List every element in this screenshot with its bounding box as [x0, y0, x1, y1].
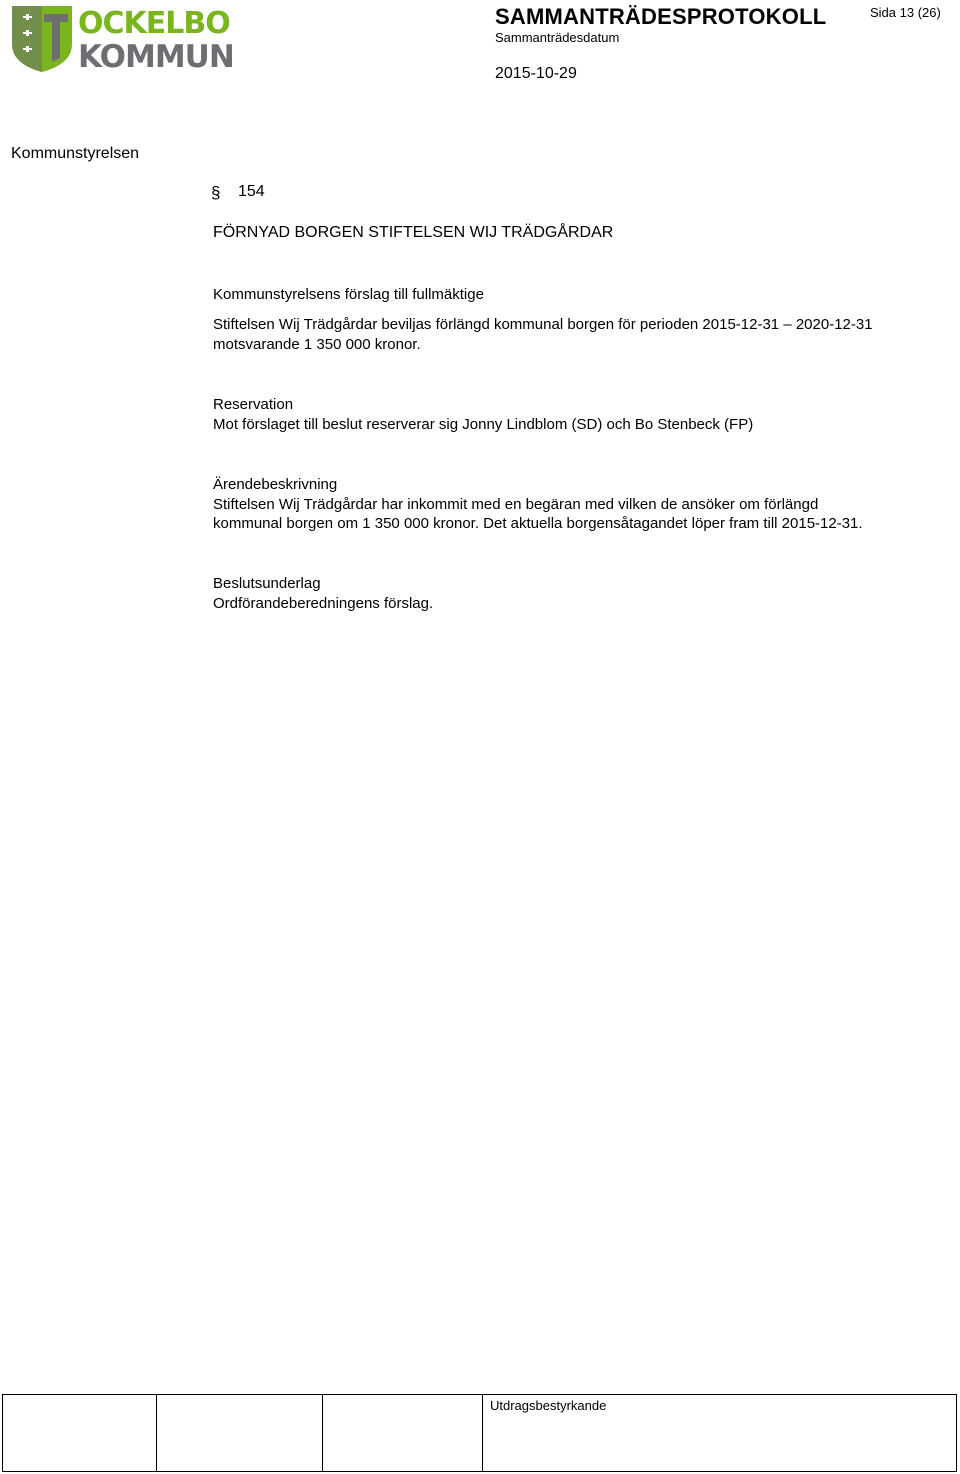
- decision-basis-text: Ordförandeberedningens förslag.: [213, 595, 434, 612]
- signature-table: [2, 1394, 957, 1472]
- certification-label: Utdragsbestyrkande: [490, 1398, 607, 1413]
- ockelbo-kommun-logo: [8, 0, 234, 75]
- reservation-text: Mot förslaget till beslut reserverar sig Jonny Lindblom (SD) och Bo Stenbeck (FP): [213, 416, 754, 433]
- page-number: Sida 13 (26): [870, 5, 941, 20]
- reservation-heading: Reservation: [213, 396, 294, 413]
- signature-cell: [3, 1395, 157, 1471]
- description-text-line: Stiftelsen Wij Trädgårdar har inkommit med en begäran med vilken de ansöker om förlängd: [213, 496, 819, 513]
- signature-cell: [157, 1395, 323, 1471]
- item-title: FÖRNYAD BORGEN STIFTELSEN WIJ TRÄDGÅRDAR: [213, 224, 614, 241]
- paragraph-number: 154: [238, 183, 265, 200]
- svg-text:OCKELBO: OCKELBO: [78, 6, 230, 41]
- proposal-text-line: Stiftelsen Wij Trädgårdar beviljas förlängd kommunal borgen för perioden 2015-12-31 – 2020-12-31: [213, 316, 873, 333]
- proposal-heading: Kommunstyrelsens förslag till fullmäktige: [213, 286, 484, 303]
- decision-basis-heading: Beslutsunderlag: [213, 575, 321, 592]
- proposal-text-line: motsvarande 1 350 000 kronor.: [213, 336, 421, 353]
- paragraph-mark: §: [211, 183, 221, 202]
- description-heading: Ärendebeskrivning: [213, 476, 338, 493]
- document-title: SAMMANTRÄDESPROTOKOLL: [495, 4, 827, 29]
- certification-cell: [483, 1395, 956, 1471]
- municipality-crest-icon: [8, 0, 234, 75]
- svg-text:KOMMUN: KOMMUN: [78, 39, 234, 75]
- description-text-line: kommunal borgen om 1 350 000 kronor. Det aktuella borgensåtagandet löper fram till 2015-12-31.: [213, 515, 863, 532]
- meeting-date-label: Sammanträdesdatum: [495, 30, 620, 45]
- meeting-date-value: 2015-10-29: [495, 65, 577, 82]
- signature-cell: [323, 1395, 483, 1471]
- committee-name: Kommunstyrelsen: [11, 145, 140, 162]
